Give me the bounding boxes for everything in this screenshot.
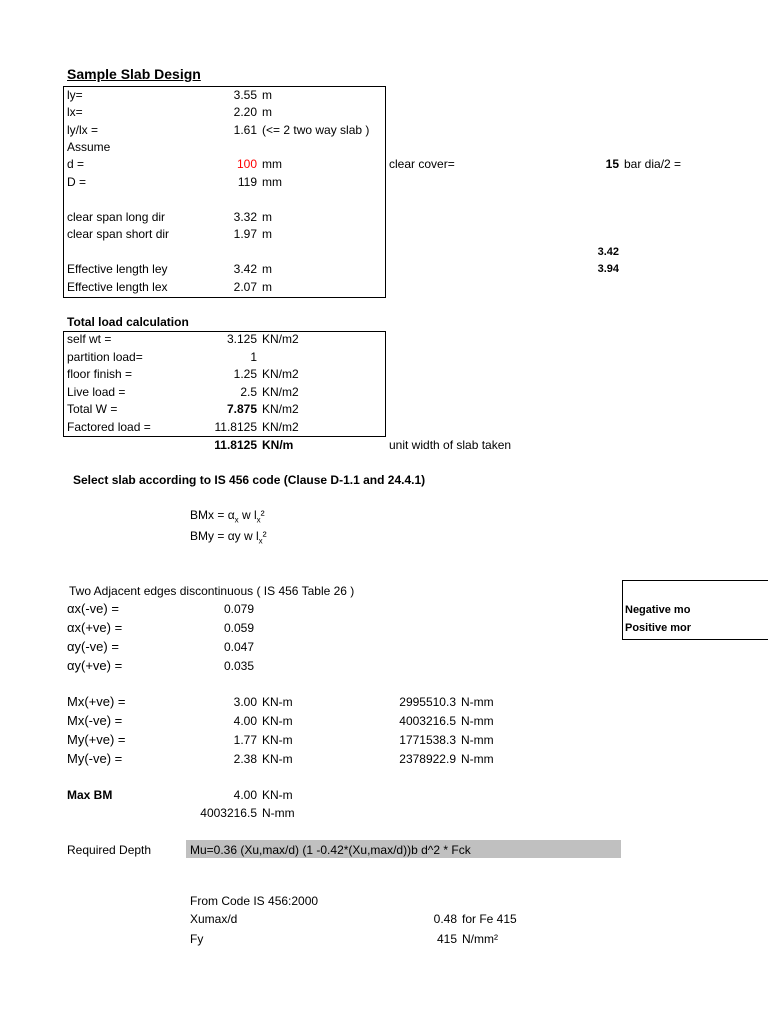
mx-pos-label: Mx(+ve) = (67, 694, 126, 709)
mx-neg-value: 4.00 (233, 714, 257, 728)
alpha-x-symbol: α (227, 508, 235, 522)
alpha-x-neg-label: αx(-ve) = (67, 601, 119, 616)
clear-span-long-unit: m (262, 210, 272, 224)
mx-pos-unit: KN-m (262, 695, 293, 709)
factored-load-label: Factored load = (67, 420, 151, 434)
mx-neg-nmm: 4003216.5 (399, 714, 456, 728)
my-neg-label: My(-ve) = (67, 751, 123, 766)
live-load-value: 2.5 (240, 385, 257, 399)
alpha-x-neg-value: 0.079 (224, 602, 255, 616)
bmy-prefix: BMy = (190, 529, 228, 543)
xumax-note: for Fe 415 (462, 912, 517, 926)
total-w-label: Total W = (67, 402, 118, 416)
my-neg-nmm-unit: N-mm (461, 752, 494, 766)
ly-label: ly= (67, 88, 83, 102)
alpha-y-neg-value: 0.047 (224, 640, 255, 654)
bmy-lx-subscript: x (258, 536, 263, 546)
fy-unit: N/mm² (462, 932, 498, 946)
lx-value: 2.20 (233, 105, 257, 119)
partition-load-value: 1 (250, 350, 257, 364)
partition-load-label: partition load= (67, 350, 143, 364)
assume-label: Assume (67, 140, 111, 154)
clear-span-short-unit: m (262, 227, 272, 241)
max-bm-unit: KN-m (262, 788, 293, 802)
factored-load-line-value: 11.8125 (214, 438, 257, 452)
my-neg-unit: KN-m (262, 752, 293, 766)
d-value: 100 (236, 157, 257, 171)
effective-length-ley-label: Effective length ley (67, 262, 168, 276)
clear-span-long-value: 3.32 (233, 210, 257, 224)
fy-label: Fy (190, 932, 204, 946)
bmy-square: ² (262, 529, 267, 543)
max-bm-label: Max BM (67, 788, 113, 802)
negative-moment-label: Negative mo (625, 604, 691, 616)
self-wt-unit: KN/m2 (262, 332, 299, 346)
mx-pos-value: 3.00 (233, 695, 257, 709)
page-title: Sample Slab Design (67, 66, 201, 82)
effective-length-lex-value: 2.07 (233, 280, 257, 294)
D-value: 119 (237, 175, 257, 189)
my-pos-value: 1.77 (233, 733, 257, 747)
bmx-formula (190, 507, 265, 528)
self-wt-label: self wt = (67, 332, 112, 346)
clear-cover-label: clear cover= (389, 157, 455, 171)
my-neg-value: 2.38 (233, 752, 257, 766)
code-label: From Code IS 456:2000 (190, 894, 319, 908)
effective-length-ley-value: 3.42 (233, 262, 257, 276)
my-pos-unit: KN-m (262, 733, 293, 747)
required-depth-formula: Mu=0.36 (Xu,max/d) (1 -0.42*(Xu,max/d))b d^2 * Fck (190, 843, 471, 857)
unit-width-note: unit width of slab taken (389, 438, 512, 452)
live-load-label: Live load = (67, 385, 126, 399)
effective-length-lex-label: Effective length lex (67, 280, 168, 294)
live-load-unit: KN/m2 (262, 385, 299, 399)
alpha-y-pos-value: 0.035 (224, 659, 255, 673)
side-value-2: 3.94 (597, 263, 619, 275)
positive-moment-label: Positive mor (625, 622, 692, 634)
D-unit: mm (262, 175, 282, 189)
max-bm-nmm-unit: N-mm (262, 806, 295, 820)
required-depth-label: Required Depth (67, 843, 152, 857)
my-neg-nmm: 2378922.9 (399, 752, 456, 766)
bmx-prefix: BMx = (190, 508, 228, 522)
bmx-square: ² (260, 508, 265, 522)
load-heading: Total load calculation (67, 315, 189, 329)
mx-neg-nmm-unit: N-mm (461, 714, 494, 728)
ratio-note: (<= 2 two way slab ) (262, 123, 370, 137)
self-wt-value: 3.125 (226, 332, 257, 346)
ratio-value: 1.61 (233, 123, 257, 137)
bmx-wl: w l (238, 508, 257, 522)
max-bm-nmm: 4003216.5 (200, 806, 257, 820)
ly-value: 3.55 (233, 88, 257, 102)
bmx-lx-subscript: x (256, 515, 261, 525)
coeff-heading: Two Adjacent edges discontinuous ( IS 456 Table 26 ) (69, 584, 355, 598)
bmy-formula (190, 528, 267, 549)
alpha-y-pos-label: αy(+ve) = (67, 658, 123, 673)
alpha-y-letter: y (234, 529, 241, 543)
ratio-label: ly/lx = (67, 123, 99, 137)
mx-neg-label: Mx(-ve) = (67, 713, 123, 728)
floor-finish-value: 1.25 (233, 367, 257, 381)
alpha-x-pos-value: 0.059 (224, 621, 255, 635)
clear-cover-value: 15 (605, 157, 619, 171)
ly-unit: m (262, 88, 272, 102)
alpha-x-pos-label: αx(+ve) = (67, 620, 123, 635)
D-label: D = (67, 175, 87, 189)
d-label: d = (67, 157, 85, 171)
my-pos-nmm: 1771538.3 (399, 733, 456, 747)
mx-pos-nmm-unit: N-mm (461, 695, 494, 709)
alpha-y-symbol: α (227, 529, 235, 543)
total-w-value: 7.875 (226, 402, 257, 416)
factored-load-unit: KN/m2 (262, 420, 299, 434)
factored-load-line-unit: KN/m (262, 438, 294, 452)
select-heading: Select slab according to IS 456 code (Clause D-1.1 and 24.4.1) (73, 473, 426, 487)
side-value-1: 3.42 (597, 246, 619, 258)
clear-span-short-value: 1.97 (233, 227, 257, 241)
my-pos-label: My(+ve) = (67, 732, 126, 747)
floor-finish-unit: KN/m2 (262, 367, 299, 381)
lx-unit: m (262, 105, 272, 119)
effective-length-ley-unit: m (262, 262, 272, 276)
xumax-label: Xumax/d (190, 912, 238, 926)
xumax-value: 0.48 (433, 912, 457, 926)
effective-length-lex-unit: m (262, 280, 272, 294)
mx-neg-unit: KN-m (262, 714, 293, 728)
bmy-wl: w l (240, 529, 259, 543)
d-unit: mm (262, 157, 282, 171)
alpha-y-neg-label: αy(-ve) = (67, 639, 119, 654)
floor-finish-label: floor finish = (67, 367, 133, 381)
mx-pos-nmm: 2995510.3 (399, 695, 456, 709)
bar-dia-label: bar dia/2 = (624, 157, 682, 171)
clear-span-long-label: clear span long dir (67, 210, 166, 224)
lx-label: lx= (67, 105, 83, 119)
my-pos-nmm-unit: N-mm (461, 733, 494, 747)
max-bm-value: 4.00 (233, 788, 257, 802)
factored-load-value: 11.8125 (214, 420, 257, 434)
fy-value: 415 (436, 932, 457, 946)
total-w-unit: KN/m2 (262, 402, 299, 416)
alpha-x-subscript: x (234, 515, 239, 525)
clear-span-short-label: clear span short dir (67, 227, 170, 241)
